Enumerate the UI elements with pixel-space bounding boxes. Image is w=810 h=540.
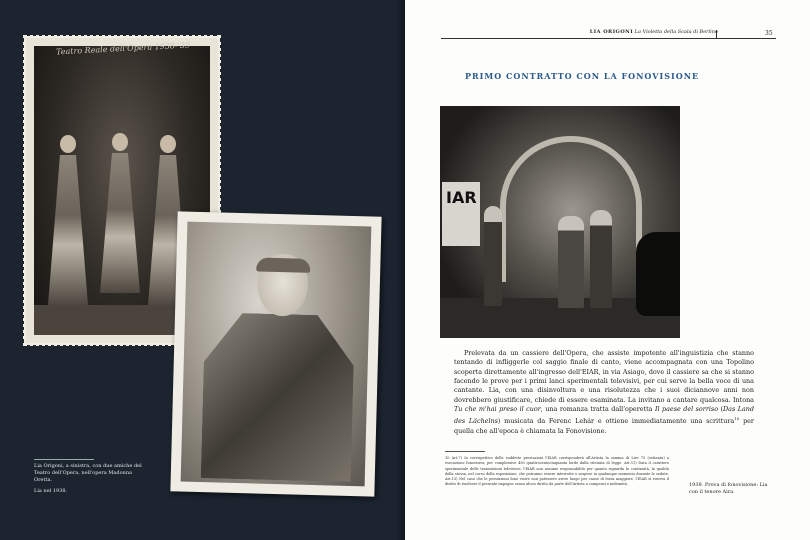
operetta-original-title: Das Land des Lächelns [454,405,755,426]
operetta-title: Il paese del sorriso [654,405,719,414]
photo-image [181,222,372,487]
footnote-rule [445,451,485,452]
body-paragraph [454,349,754,436]
body-part: ( [718,405,724,414]
left-caption [34,459,142,495]
figure-left [48,135,88,305]
caption-year: Lia nel 1938. [34,488,68,494]
photo-caption: 1939. Prova di fonovisione: Lia con il tenore Aira. [689,482,768,495]
running-head-author: LIA ORIGONI [589,29,634,35]
caption-rule [34,459,94,460]
body-part: ) musicata da Ferenc Lehár e ottiene immediatamente una scrittura [497,417,735,426]
song-title: Tu che m'hai preso il cuor [454,405,541,414]
footnote-mark: 10 [734,416,740,422]
studio-sign [442,182,480,246]
body-part: per quella che all'epoca è chiamata la Fonovisione. [454,417,754,435]
studio-sign-text: IAR [446,188,477,207]
photo-portrait-lia [170,211,381,496]
right-page [405,0,810,540]
figure-lia [558,216,584,308]
footnote: 10 Art.7) In corrispettivo delle suddette prestazioni l'EIAR corrisponderà all'Artista la somma di Lire 75 (settanta) a esecuzione fonovisiva, per complessive 450 quattrocentocinquanta lorde dalla ritenuta di legge. Art.11) Data il carattere sperimentale delle trasmissioni televisive, l'EIAR non assume responsabilità per quanto riguarda la continuità, la qualità della stessa, nel corso della esposizione, che potranno essere interrotte o sospese in qualunque momento durante le sedute. Art.13) Nel caso che le prestazioni fono visive non potessero avere luogo per cause di forza maggiore, l'EIAR si riserva il diritto di risolvere il presente impegno senza alcun diritto da parte dell'Artista a compensi e indennità. [445,456,669,487]
portrait-headband [256,257,310,272]
running-head-rule [441,38,776,39]
camera-silhouette [636,232,680,316]
figure-center [100,133,140,293]
body-part: Prelevata da un cassiere dell'Opera, che assiste impotente all'inguistizia che stanno tentando di infliggerle col saggio finale di canto, viene accompagnata con una Topolino scoperta direttamente all'ingresso dell'EIAR, in via Asiago, dove il cassiere sa che si stanno facendo le prove per i primi lanci sperimentali televisivi, per cui serve la bella voce di una cantante. Lia, con una disinvoltura e una risolutezza che i suoi diciannove anni non dovrebbero giustificare, chiede di essere esaminata. La invitano a cantare qualcosa. Intona [454,349,754,404]
running-head-title: La Violetta della Scala di Berlino [634,29,718,35]
body-part: , una romanza tratta dall'operetta [540,405,655,414]
section-title: PRIMO CONTRATTO CON LA FONOVISIONE [465,71,700,81]
photo-fonovisione-studio [440,106,680,338]
caption-text: Lia Origoni, a sinistra, con due amiche del Teatro dell'Opera, nell'opera Madonna Oretta. [34,463,142,483]
figure-tenor [590,210,612,308]
running-head [441,29,776,35]
portrait-costume [201,312,355,482]
body-text [454,349,754,436]
figure-background [484,206,502,306]
running-head-tick [716,30,717,38]
photo-inscription: Teatro Reale dell'Opera 1938-'39 [55,40,191,57]
page-number: 35 [765,30,773,37]
